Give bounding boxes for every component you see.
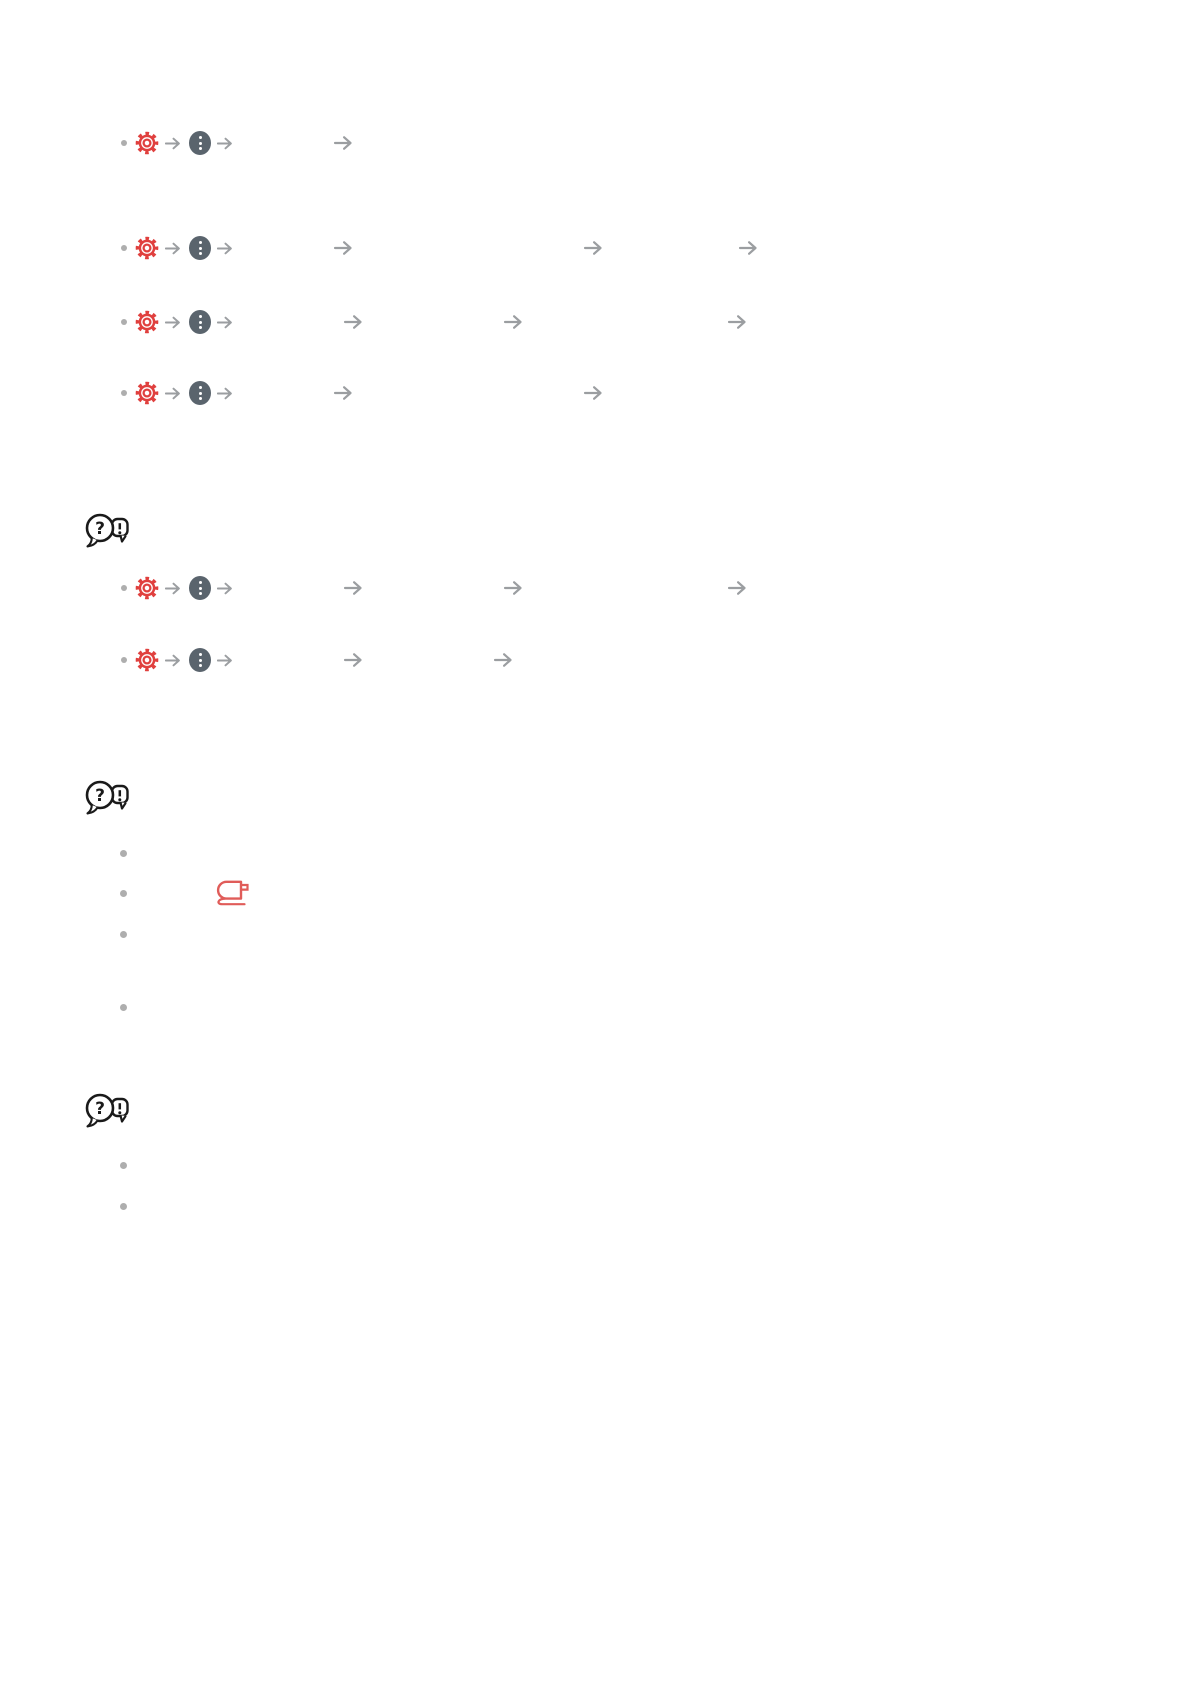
settings-path-row [0, 646, 1190, 674]
arrow-icon [344, 653, 363, 668]
svg-text:?: ? [95, 1098, 105, 1119]
arrow-icon [217, 137, 233, 150]
arrow-icon [165, 316, 181, 329]
arrow-icon [334, 241, 353, 256]
settings-path-lead [121, 648, 233, 672]
question-bubbles-icon [85, 1092, 133, 1128]
arrow-icon [504, 581, 523, 596]
settings-path-lead [121, 131, 233, 155]
arrow-icon [584, 241, 603, 256]
bullet-icon [121, 390, 127, 396]
arrow-icon [165, 137, 181, 150]
settings-path-row [0, 308, 1190, 336]
arrow-icon [494, 653, 513, 668]
bullet-icon [120, 1004, 127, 1011]
arrow-icon [217, 316, 233, 329]
bullet-icon [121, 585, 127, 591]
qa-section-icon [85, 1092, 133, 1128]
all-settings-icon [189, 648, 211, 672]
settings-gear-icon [135, 648, 159, 672]
arrow-icon [584, 386, 603, 401]
bullet-icon [120, 890, 127, 897]
settings-path-row [0, 129, 1190, 157]
settings-path-row [0, 574, 1190, 602]
question-bubbles-icon [85, 779, 133, 815]
settings-path-lead [121, 381, 233, 405]
settings-path-lead [121, 576, 233, 600]
arrow-icon [217, 654, 233, 667]
arrow-icon [344, 581, 363, 596]
arrow-icon [217, 242, 233, 255]
settings-gear-icon [135, 381, 159, 405]
svg-text:?: ? [95, 785, 105, 806]
question-bubbles-icon [85, 512, 133, 548]
arrow-icon [165, 582, 181, 595]
all-settings-icon [189, 236, 211, 260]
arrow-icon [728, 315, 747, 330]
bullet-icon [121, 140, 127, 146]
bullet-icon [120, 1162, 127, 1169]
settings-path-lead [121, 236, 233, 260]
arrow-icon [334, 136, 353, 151]
arrow-icon [728, 581, 747, 596]
qa-section-icon [85, 779, 133, 815]
settings-gear-icon [135, 310, 159, 334]
bullet-icon [120, 850, 127, 857]
arrow-icon [344, 315, 363, 330]
power-plug-icon-wrap [205, 876, 249, 906]
bullet-icon [120, 931, 127, 938]
arrow-icon [165, 387, 181, 400]
settings-path-row [0, 234, 1190, 262]
qa-section-icon [85, 512, 133, 548]
all-settings-icon [189, 131, 211, 155]
bullet-icon [121, 657, 127, 663]
arrow-icon [504, 315, 523, 330]
bullet-icon [121, 319, 127, 325]
arrow-icon [334, 386, 353, 401]
arrow-icon [165, 654, 181, 667]
all-settings-icon [189, 381, 211, 405]
svg-text:?: ? [95, 518, 105, 539]
settings-path-row [0, 379, 1190, 407]
bullet-icon [121, 245, 127, 251]
arrow-icon [739, 241, 758, 256]
arrow-icon [165, 242, 181, 255]
all-settings-icon [189, 576, 211, 600]
settings-path-lead [121, 310, 233, 334]
power-plug-icon [205, 876, 249, 906]
all-settings-icon [189, 310, 211, 334]
settings-gear-icon [135, 131, 159, 155]
arrow-icon [217, 387, 233, 400]
bullet-icon [120, 1203, 127, 1210]
settings-gear-icon [135, 236, 159, 260]
settings-gear-icon [135, 576, 159, 600]
arrow-icon [217, 582, 233, 595]
